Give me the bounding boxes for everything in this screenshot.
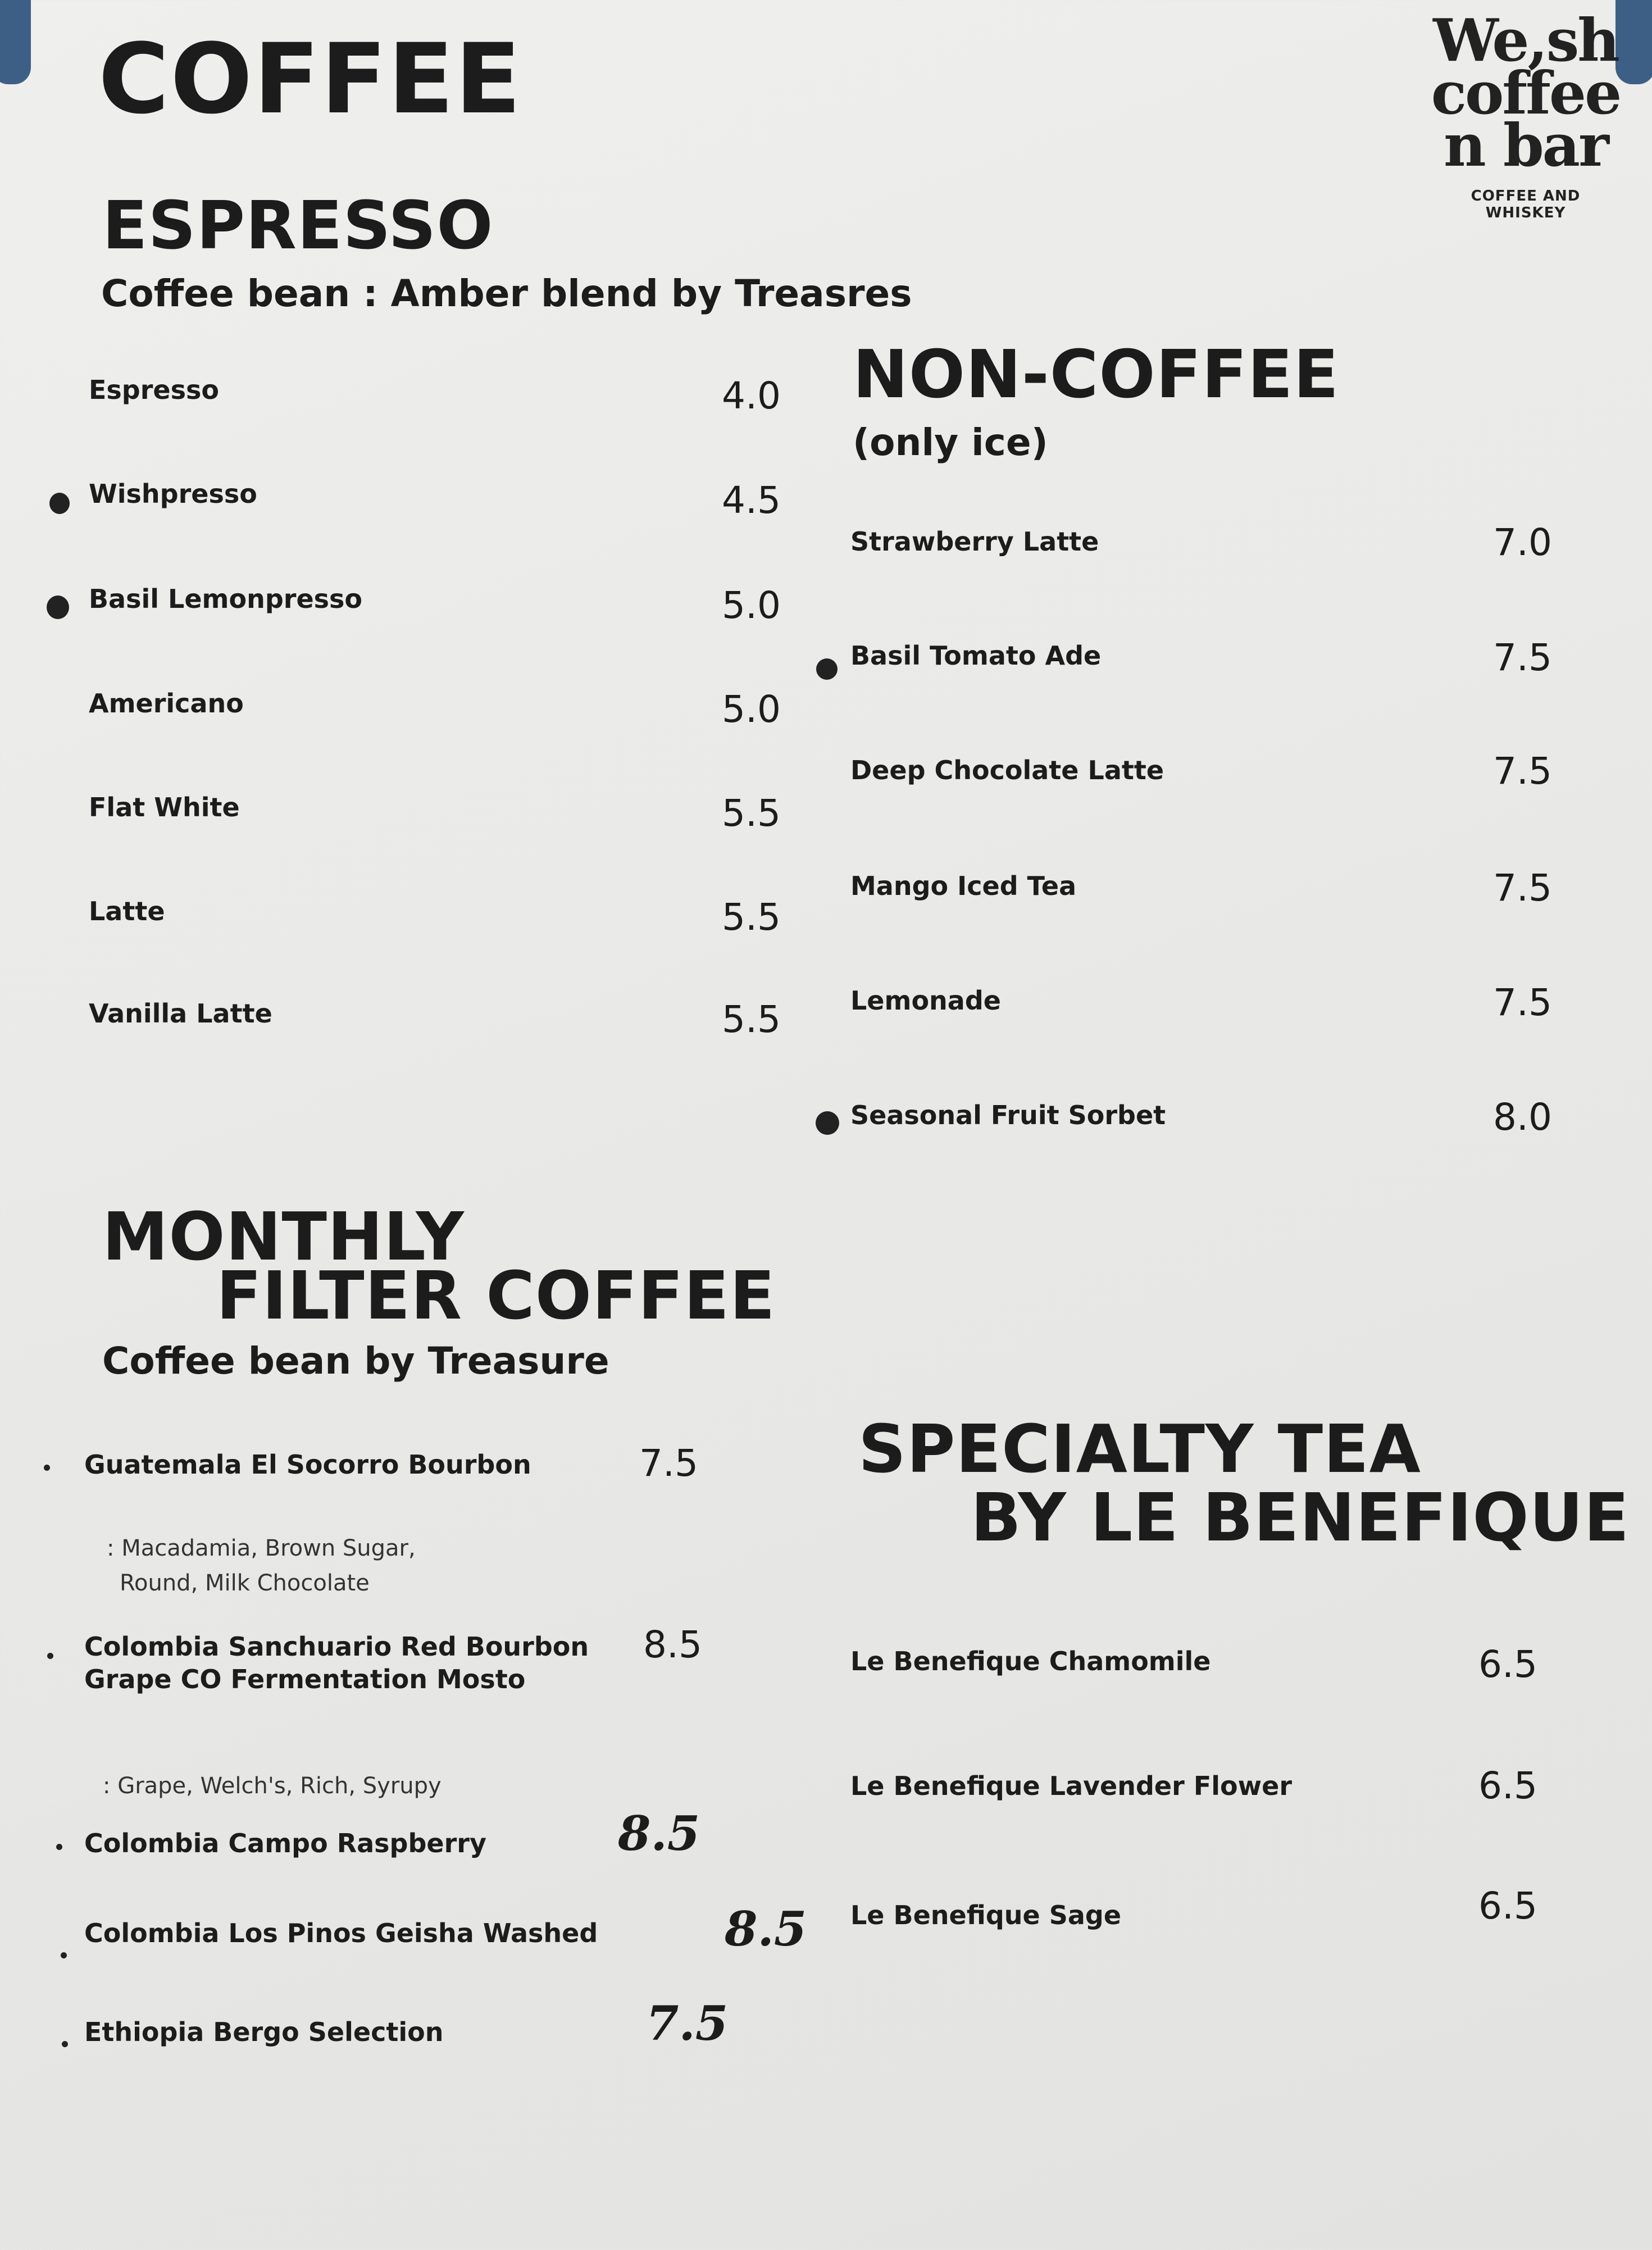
menu-item-price: 8.0 [1493,1096,1552,1139]
filter-subtitle: Coffee bean by Treasure [102,1339,609,1383]
menu-item-name: Le Benefique Lavender Flower [850,1771,1292,1801]
menu-item-price: 6.5 [1478,1643,1537,1686]
tea-title-line-1: SPECIALTY TEA [858,1410,1421,1488]
menu-item-price: 4.5 [722,479,781,522]
handwritten-price: 8.5 [725,1901,807,1957]
menu-item-name: Colombia Campo Raspberry [84,1828,486,1858]
tea-title-line-2: BY LE BENEFIQUE [971,1479,1630,1556]
menu-item-name: Le Benefique Sage [850,1900,1122,1930]
menu-item-price: 4.0 [722,374,781,417]
menu-item-price: 7.5 [1493,749,1552,793]
filter-title-line-1: MONTHLY [102,1198,465,1275]
menu-item-price: 7.5 [1493,981,1552,1024]
logo-line-3: n bar [1444,111,1608,180]
espresso-title: ESPRESSO [102,187,494,264]
menu-item-name: Lemonade [850,985,1001,1016]
menu-item-name: Latte [89,896,165,926]
signature-dot [816,1111,839,1135]
menu-item-price: 7.5 [639,1442,698,1485]
menu-item-price: 5.5 [722,896,781,939]
menu-item-name: Basil Lemonpresso [89,584,362,614]
signature-dot [49,493,70,514]
page-title: COFFEE [98,22,522,135]
menu-item-name: Le Benefique Chamomile [850,1646,1211,1676]
non-coffee-subtitle: (only ice) [853,421,1048,464]
menu-item-name: Americano [89,688,244,719]
handwritten-price: 8.5 [618,1806,700,1861]
menu-item-name: Wishpresso [89,479,257,509]
menu-item-name: Colombia Los Pinos Geisha Washed [84,1918,598,1948]
menu-item-price: 6.5 [1478,1764,1537,1807]
menu-item-price: 6.5 [1478,1884,1537,1928]
menu-item-name: Deep Chocolate Latte [850,755,1164,785]
menu-item-name: Seasonal Fruit Sorbet [850,1100,1166,1130]
menu-item-name: Strawberry Latte [850,526,1099,557]
bullet-dot [47,1653,53,1659]
logo-line-2: coffee [1431,58,1621,128]
menu-item-name: Espresso [89,375,219,405]
menu-item-price: 5.5 [722,998,781,1041]
signature-dot [816,658,838,680]
bullet-dot [44,1465,50,1471]
tasting-note: : Macadamia, Brown Sugar, [107,1535,416,1561]
menu-item-price: 5.5 [722,792,781,835]
binder-clip-left [0,0,31,84]
tasting-note: Round, Milk Chocolate [120,1570,370,1596]
logo-tagline: COFFEE AND WHISKEY [1471,187,1581,221]
logo-line-1: We,sh [1433,6,1618,75]
bullet-dot [56,1844,62,1850]
menu-item-name: Mango Iced Tea [850,871,1077,901]
menu-item-name: Vanilla Latte [89,998,272,1029]
non-coffee-title: NON-COFFEE [853,335,1340,413]
handwritten-price: 7.5 [646,1996,729,2051]
bullet-dot [62,2041,68,2047]
menu-item-name: Guatemala El Socorro Bourbon [84,1449,531,1480]
tasting-note: : Grape, Welch's, Rich, Syrupy [103,1773,442,1799]
menu-item-price: 7.0 [1493,521,1552,564]
bullet-dot [61,1952,67,1958]
filter-title-line-2: FILTER COFFEE [216,1257,776,1334]
logo [1430,6,1621,221]
menu-item-price: 5.0 [722,688,781,731]
menu-item-price: 7.5 [1493,866,1552,910]
espresso-subtitle: Coffee bean : Amber blend by Treasres [101,272,912,315]
signature-dot [47,596,69,619]
menu-item-price: 8.5 [643,1623,702,1666]
menu-item-name: Grape CO Fermentation Mosto [84,1664,526,1694]
menu-item-price: 5.0 [722,584,781,627]
menu-item-name: Flat White [89,792,240,822]
menu-item-price: 7.5 [1493,636,1552,679]
menu-item-name: Ethiopia Bergo Selection [84,2017,444,2047]
menu-item-name: Basil Tomato Ade [850,640,1102,671]
menu-item-name: Colombia Sanchuario Red Bourbon [84,1631,589,1662]
